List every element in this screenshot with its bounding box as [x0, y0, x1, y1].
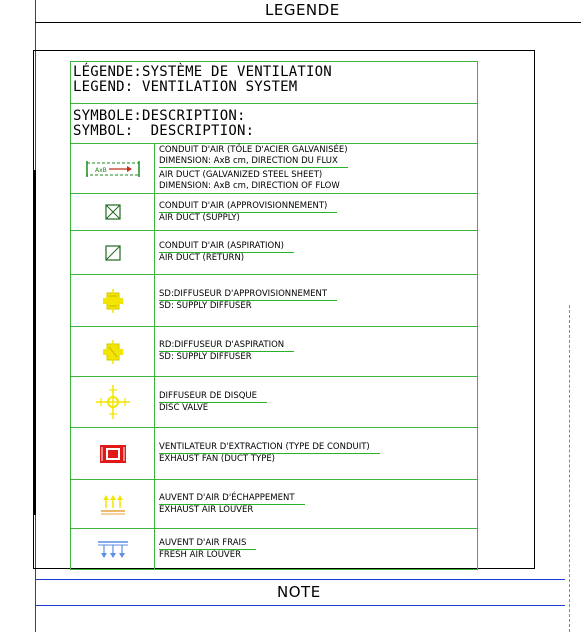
supply-duct-icon	[104, 203, 122, 221]
note-title: NOTE	[277, 583, 321, 601]
legend-title-rule	[35, 22, 581, 23]
disc-valve-icon	[93, 382, 133, 422]
air-duct-symbol-text: AxB	[94, 166, 107, 174]
legend-row-air-duct	[71, 144, 477, 194]
legend-header	[71, 62, 477, 104]
air-duct-icon	[85, 159, 141, 179]
return-diffuser-en: SD: SUPPLY DIFFUSER	[159, 352, 252, 362]
supply-diffuser-en: SD: SUPPLY DIFFUSER	[159, 301, 252, 311]
legend-header-fr: LÉGENDE:SYSTÈME DE VENTILATION	[73, 64, 332, 80]
legend-row-disc-valve	[71, 377, 477, 428]
supply-duct-fr: CONDUIT D'AIR (APPROVISIONNEMENT)	[159, 201, 337, 213]
disc-valve-fr: DIFFUSEUR DE DISQUE	[159, 391, 267, 403]
symbol-header	[71, 104, 477, 144]
legend-row-exhaust-fan	[71, 428, 477, 480]
fresh-louver-fr: AUVENT D'AIR FRAIS	[159, 538, 256, 550]
disc-valve-en: DISC VALVE	[159, 402, 209, 413]
supply-diffuser-icon	[99, 287, 127, 315]
fresh-louver-en: FRESH AIR LOUVER	[159, 549, 242, 560]
symbol-header-en: SYMBOL: DESCRIPTION:	[73, 123, 255, 139]
air-duct-fr-2: DIMENSION: AxB cm, DIRECTION DU FLUX	[159, 156, 348, 168]
supply-diffuser-fr: SD:DIFFUSEUR D'APPROVISIONNEMENT	[159, 289, 337, 301]
page-title: LEGENDE	[265, 1, 340, 19]
fresh-louver-icon	[95, 538, 131, 560]
return-duct-en: AIR DUCT (RETURN)	[159, 253, 245, 263]
legend-row-fresh-louver	[71, 529, 477, 569]
symbol-header-fr: SYMBOLE:DESCRIPTION:	[73, 108, 246, 124]
air-duct-en-2: DIMENSION: AxB cm, DIRECTION OF FLOW	[159, 181, 340, 191]
air-duct-fr-1: CONDUIT D'AIR (TÔLE D'ACIER GALVANISÉE)	[159, 145, 348, 155]
legend-header-en: LEGEND: VENTILATION SYSTEM	[73, 79, 298, 95]
exhaust-louver-en: EXHAUST AIR LOUVER	[159, 504, 254, 515]
note-top-rule	[35, 579, 565, 580]
legend-row-return-duct	[71, 231, 477, 275]
exhaust-fan-en: EXHAUST FAN (DUCT TYPE)	[159, 454, 276, 464]
air-duct-en-1: AIR DUCT (GALVANIZED STEEL SHEET)	[159, 170, 323, 180]
legend-row-exhaust-louver	[71, 480, 477, 529]
return-duct-icon	[104, 244, 122, 262]
exhaust-louver-icon	[98, 492, 128, 516]
note-bottom-rule	[35, 605, 565, 606]
legend-row-supply-duct	[71, 194, 477, 231]
return-diffuser-icon	[99, 338, 127, 366]
sheet-dashed-edge	[569, 305, 570, 632]
exhaust-fan-fr: VENTILATEUR D'EXTRACTION (TYPE DE CONDUIT)	[159, 442, 380, 454]
exhaust-fan-icon	[98, 442, 128, 466]
return-duct-fr: CONDUIT D'AIR (ASPIRATION)	[159, 241, 294, 253]
legend-row-return-diffuser	[71, 327, 477, 377]
legend-row-supply-diffuser	[71, 275, 477, 327]
exhaust-louver-fr: AUVENT D'AIR D'ÉCHAPPEMENT	[159, 493, 305, 505]
supply-duct-en: AIR DUCT (SUPPLY)	[159, 212, 240, 223]
legend-table	[70, 61, 478, 570]
return-diffuser-fr: RD:DIFFUSEUR D'ASPIRATION	[159, 340, 294, 352]
